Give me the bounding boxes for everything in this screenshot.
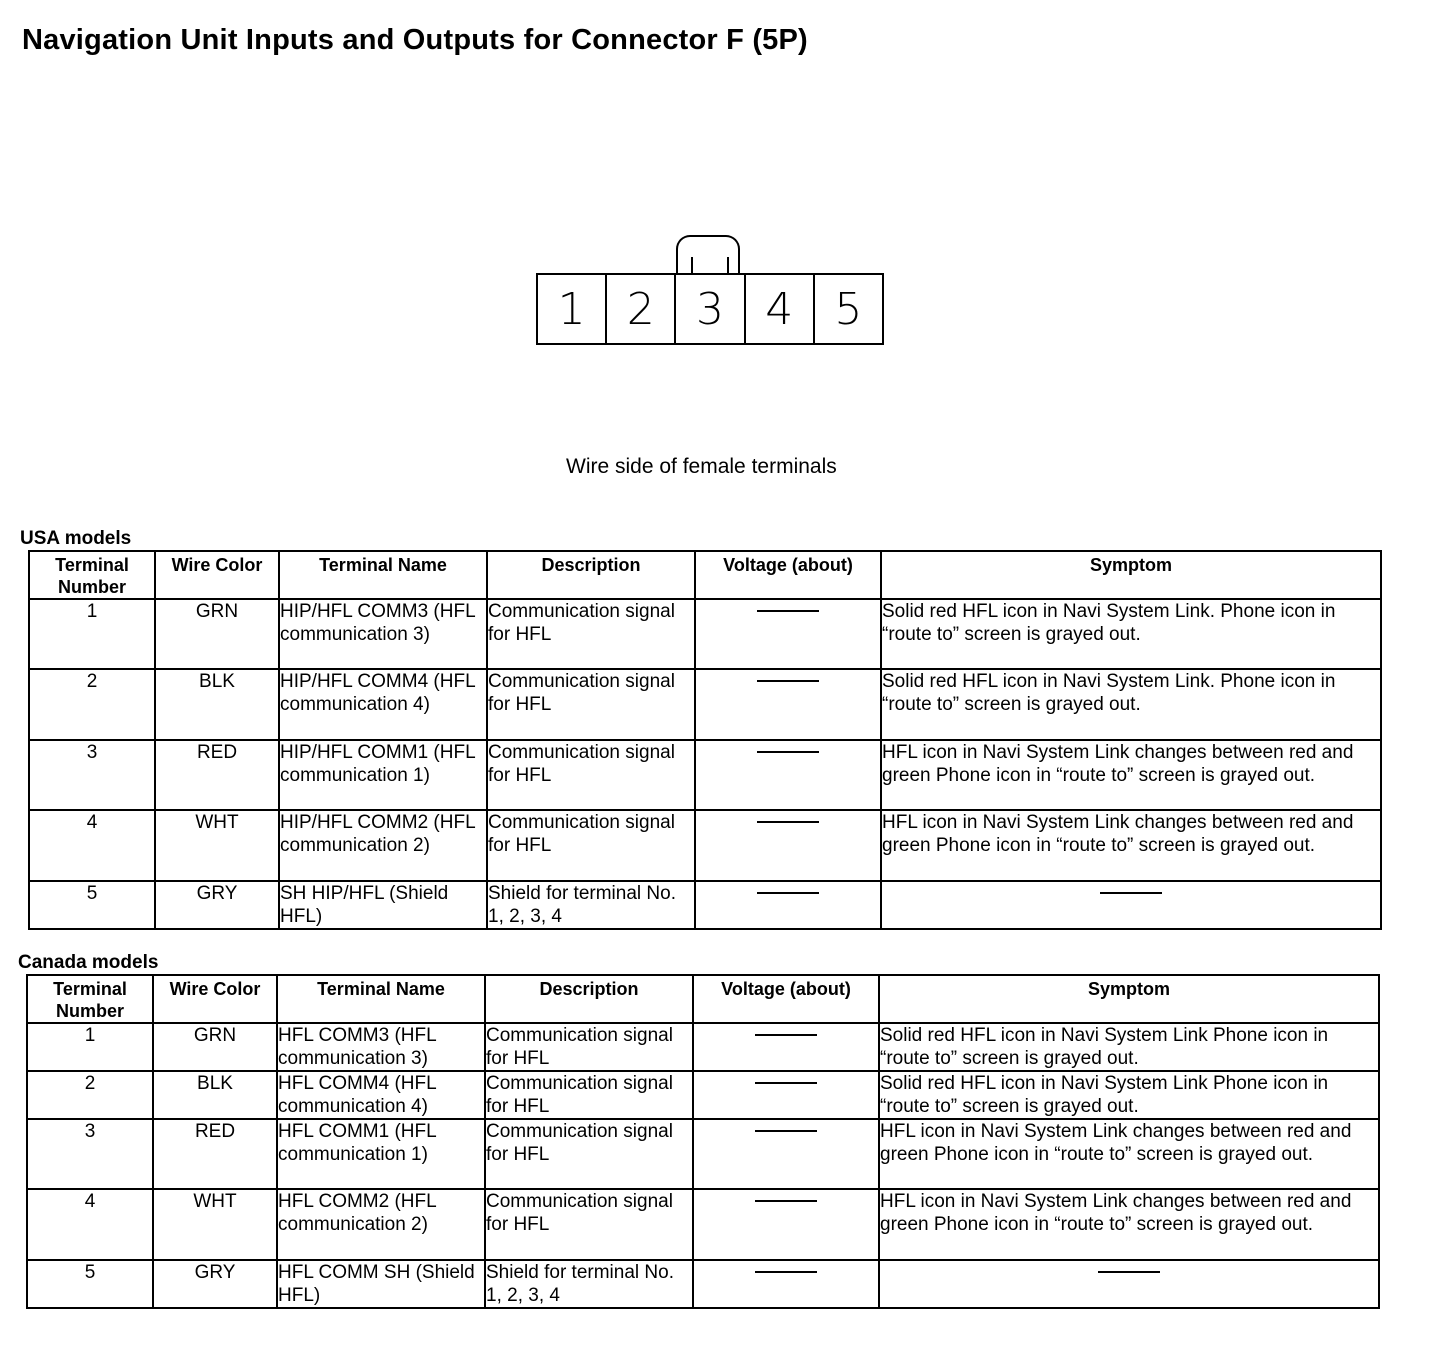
not-applicable-dash [755,1271,817,1273]
voltage-cell [693,1071,879,1119]
connector-caption: Wire side of female terminals [566,455,837,478]
header-terminal-name: Terminal Name [277,975,485,1023]
wire-color-cell: GRN [153,1023,277,1071]
not-applicable-dash [1098,1271,1160,1273]
voltage-cell [693,1260,879,1308]
voltage-cell [695,599,881,669]
terminal-name-cell: HFL COMM SH (Shield HFL) [277,1260,485,1308]
header-wire-color: Wire Color [155,551,279,599]
header-description: Description [485,975,693,1023]
wire-color-cell: GRY [153,1260,277,1308]
voltage-cell [695,881,881,929]
wire-color-cell: WHT [153,1189,277,1260]
description-cell: Communication signal for HFL [487,810,695,881]
symptom-cell: HFL icon in Navi System Link changes between red and green Phone icon in “route to” screen is grayed out. [879,1189,1379,1260]
symptom-cell: HFL icon in Navi System Link changes between red and green Phone icon in “route to” screen is grayed out. [881,810,1381,881]
canada-io-table [26,974,1380,1309]
wire-color-cell: GRY [155,881,279,929]
terminal-number-cell: 2 [27,1071,153,1119]
voltage-cell [695,740,881,810]
not-applicable-dash [757,821,819,823]
not-applicable-dash [757,680,819,682]
canada-models-label: Canada models [18,952,159,973]
usa-models-label: USA models [20,528,132,549]
usa-io-table [28,550,1382,930]
terminal-number-cell: 1 [29,599,155,669]
connector-pin: 4 [746,275,815,343]
description-cell: Communication signal for HFL [487,599,695,669]
symptom-cell: Solid red HFL icon in Navi System Link Phone icon in “route to” screen is grayed out. [879,1023,1379,1071]
symptom-cell [881,881,1381,929]
connector-pin: 1 [538,275,607,343]
symptom-cell: Solid red HFL icon in Navi System Link Phone icon in “route to” screen is grayed out. [879,1071,1379,1119]
description-cell: Communication signal for HFL [487,669,695,740]
terminal-number-cell: 1 [27,1023,153,1071]
description-cell: Communication signal for HFL [485,1023,693,1071]
not-applicable-dash [757,892,819,894]
header-terminal-name: Terminal Name [279,551,487,599]
connector-body [536,273,884,345]
header-description: Description [487,551,695,599]
voltage-cell [695,810,881,881]
symptom-cell: Solid red HFL icon in Navi System Link. Phone icon in “route to” screen is grayed out. [881,599,1381,669]
wire-color-cell: GRN [155,599,279,669]
voltage-cell [693,1023,879,1071]
not-applicable-dash [755,1200,817,1202]
header-symptom: Symptom [879,975,1379,1023]
not-applicable-dash [755,1082,817,1084]
table-row [27,1023,1379,1071]
header-terminal-number: Terminal Number [29,551,155,599]
terminal-number-cell: 5 [27,1260,153,1308]
symptom-cell: HFL icon in Navi System Link changes between red and green Phone icon in “route to” screen is grayed out. [879,1119,1379,1189]
connector-pin: 3 [676,275,745,343]
table-row [29,599,1381,669]
description-cell: Communication signal for HFL [485,1189,693,1260]
table-row [27,1071,1379,1119]
table-row [29,810,1381,881]
terminal-name-cell: HIP/HFL COMM1 (HFL communication 1) [279,740,487,810]
symptom-cell [879,1260,1379,1308]
terminal-number-cell: 3 [29,740,155,810]
table-row [29,740,1381,810]
wire-color-cell: RED [155,740,279,810]
wire-color-cell: RED [153,1119,277,1189]
page-title: Navigation Unit Inputs and Outputs for Connector F (5P) [22,24,808,56]
terminal-name-cell: HFL COMM3 (HFL communication 3) [277,1023,485,1071]
connector-diagram [536,235,884,345]
wire-color-cell: BLK [153,1071,277,1119]
terminal-name-cell: HIP/HFL COMM2 (HFL communication 2) [279,810,487,881]
terminal-name-cell: HFL COMM4 (HFL communication 4) [277,1071,485,1119]
table-row [29,669,1381,740]
terminal-number-cell: 3 [27,1119,153,1189]
terminal-number-cell: 5 [29,881,155,929]
description-cell: Communication signal for HFL [485,1119,693,1189]
not-applicable-dash [755,1034,817,1036]
terminal-name-cell: SH HIP/HFL (Shield HFL) [279,881,487,929]
terminal-number-cell: 4 [29,810,155,881]
header-voltage: Voltage (about) [695,551,881,599]
voltage-cell [695,669,881,740]
symptom-cell: Solid red HFL icon in Navi System Link. Phone icon in “route to” screen is grayed out. [881,669,1381,740]
voltage-cell [693,1189,879,1260]
terminal-number-cell: 4 [27,1189,153,1260]
wire-color-cell: BLK [155,669,279,740]
table-row [29,881,1381,929]
not-applicable-dash [757,751,819,753]
terminal-number-cell: 2 [29,669,155,740]
terminal-name-cell: HIP/HFL COMM4 (HFL communication 4) [279,669,487,740]
terminal-name-cell: HFL COMM2 (HFL communication 2) [277,1189,485,1260]
not-applicable-dash [757,610,819,612]
description-cell: Communication signal for HFL [485,1071,693,1119]
table-row [27,1189,1379,1260]
connector-pin: 5 [834,283,863,335]
description-cell: Shield for terminal No. 1, 2, 3, 4 [485,1260,693,1308]
header-symptom: Symptom [881,551,1381,599]
not-applicable-dash [1100,892,1162,894]
connector-pin: 2 [607,275,676,343]
table-row [27,1260,1379,1308]
wire-color-cell: WHT [155,810,279,881]
header-voltage: Voltage (about) [693,975,879,1023]
table-row [27,1119,1379,1189]
header-terminal-number: Terminal Number [27,975,153,1023]
description-cell: Communication signal for HFL [487,740,695,810]
terminal-name-cell: HIP/HFL COMM3 (HFL communication 3) [279,599,487,669]
description-cell: Shield for terminal No. 1, 2, 3, 4 [487,881,695,929]
terminal-name-cell: HFL COMM1 (HFL communication 1) [277,1119,485,1189]
not-applicable-dash [755,1130,817,1132]
header-wire-color: Wire Color [153,975,277,1023]
symptom-cell: HFL icon in Navi System Link changes between red and green Phone icon in “route to” screen is grayed out. [881,740,1381,810]
voltage-cell [693,1119,879,1189]
